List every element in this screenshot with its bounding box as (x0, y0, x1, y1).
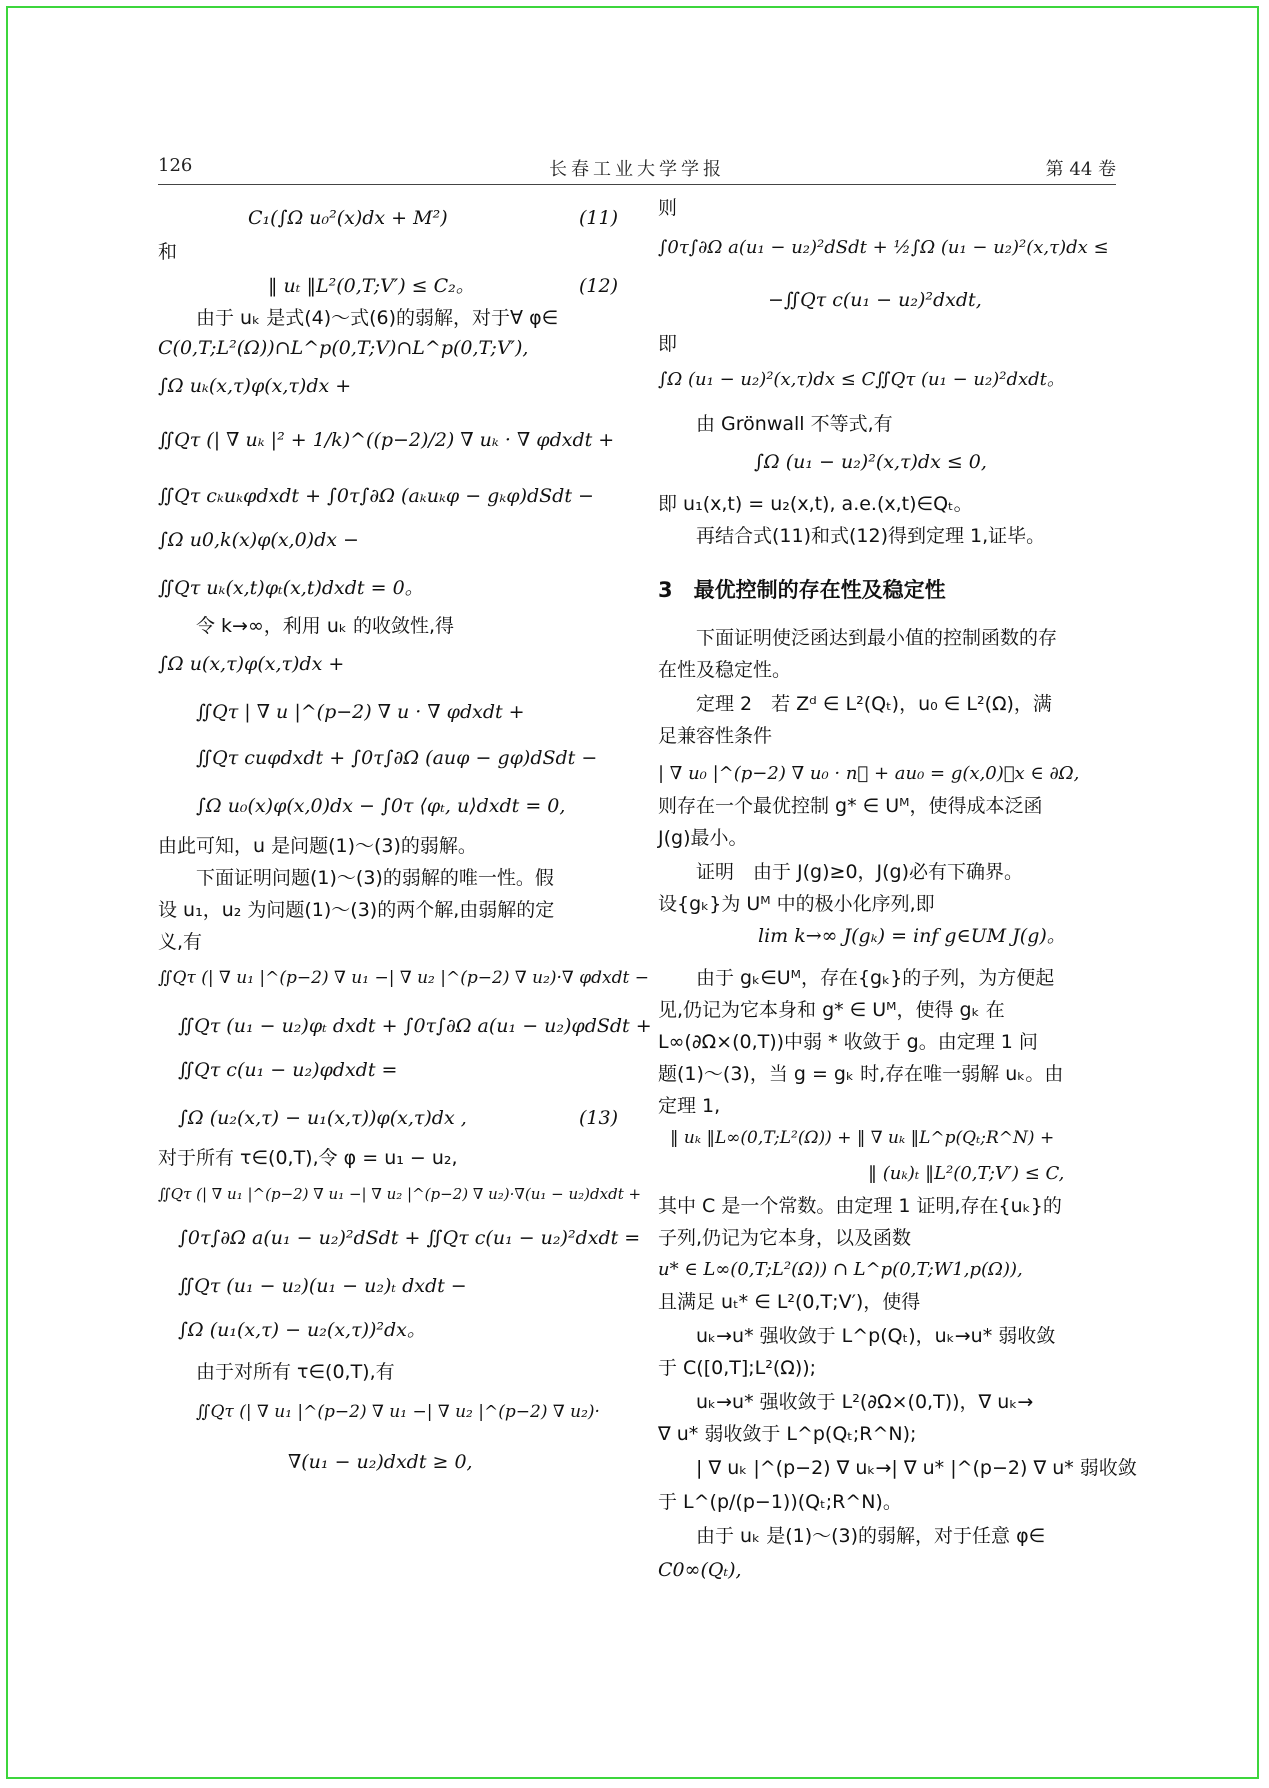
text-line: 由此可知，u 是问题(1)～(3)的弱解。 (158, 835, 477, 857)
text-line: 见,仍记为它本身和 g* ∈ Uᴹ，使得 gₖ 在 (658, 999, 1005, 1021)
text-line: 由于 gₖ∈Uᴹ，存在{gₖ}的子列，为方便起 (696, 967, 1055, 989)
text-line: 义,有 (158, 931, 203, 953)
equation-line: ∬Qτ cₖuₖφdxdt + ∫0τ∫∂Ω (aₖuₖφ − gₖφ)dSdt − (158, 485, 594, 507)
equation-line: u* ∈ L∞(0,T;L²(Ω)) ∩ L^p(0,T;W1,p(Ω)), (658, 1259, 1023, 1280)
volume-label: 第 44 卷 (1045, 159, 1116, 180)
equation-13: ∫Ω (u₂(x,τ) − u₁(x,τ))φ(x,τ)dx , (13) (178, 1104, 618, 1132)
equation-11: C₁(∫Ω u₀²(x)dx + M²) (11) (248, 204, 618, 232)
equation-line: ∫Ω (u₁(x,τ) − u₂(x,τ))²dx。 (178, 1319, 426, 1341)
equation-line: ∫Ω u(x,τ)φ(x,τ)dx + (158, 653, 345, 675)
text-line: L∞(∂Ω×(0,T))中弱 * 收敛于 g。由定理 1 问 (658, 1031, 1038, 1053)
journal-title: 长春工业大学学报 (549, 159, 725, 180)
equation-line: ∫Ω uₖ(x,τ)φ(x,τ)dx + (158, 375, 352, 397)
text-line: 即 u₁(x,t) = u₂(x,t), a.e.(x,t)∈Qₜ。 (658, 493, 973, 515)
equation-line: ∫0τ∫∂Ω a(u₁ − u₂)²dSdt + ∬Qτ c(u₁ − u₂)²dxdt = (178, 1227, 641, 1249)
text-line: uₖ→u* 强收敛于 L²(∂Ω×(0,T))，∇ uₖ→ (696, 1391, 1034, 1413)
equation-line: ∬Qτ uₖ(x,t)φₜ(x,t)dxdt = 0。 (158, 577, 424, 599)
text-line: 题(1)～(3)，当 g = gₖ 时,存在唯一弱解 uₖ。由 (658, 1063, 1064, 1085)
equation-line: ‖ (uₖ)ₜ ‖L²(0,T;V′) ≤ C, (868, 1163, 1065, 1184)
equation-line: ∬Qτ | ∇ u |^(p−2) ∇ u · ∇ φdxdt + (196, 701, 525, 723)
equation-number: (13) (578, 1107, 618, 1129)
equation-line: −∬Qτ c(u₁ − u₂)²dxdt, (768, 289, 982, 311)
text-line: 子列,仍记为它本身，以及函数 (658, 1227, 912, 1249)
text-line: 再结合式(11)和式(12)得到定理 1,证毕。 (696, 525, 1046, 547)
equation-line: ∬Qτ (| ∇ uₖ |² + 1/k)^((p−2)/2) ∇ uₖ · ∇ φdxdt + (158, 429, 615, 451)
equation-line: C(0,T;L²(Ω))∩L^p(0,T;V)∩L^p(0,T;V′), (158, 337, 529, 359)
text-line: 且满足 uₜ* ∈ L²(0,T;V′)，使得 (658, 1291, 921, 1313)
text-line: 定理 1, (658, 1095, 721, 1117)
text-line: 对于所有 τ∈(0,T),令 φ = u₁ − u₂, (158, 1147, 458, 1169)
text-line: 其中 C 是一个常数。由定理 1 证明,存在{uₖ}的 (658, 1195, 1062, 1217)
text-line: 于 C([0,T];L²(Ω)); (658, 1357, 817, 1379)
equation-12: ‖ uₜ ‖L²(0,T;V′) ≤ C₂。 (12) (268, 272, 618, 300)
text-line: 即 (658, 333, 678, 355)
equation-line: ∬Qτ (u₁ − u₂)φₜ dxdt + ∫0τ∫∂Ω a(u₁ − u₂)φdSdt + (178, 1015, 652, 1037)
text-line: ∇ u* 弱收敛于 L^p(Qₜ;R^N); (658, 1423, 917, 1445)
text-line: | ∇ uₖ |^(p−2) ∇ uₖ→| ∇ u* |^(p−2) ∇ u* 弱收敛 (696, 1457, 1137, 1479)
page-border (6, 6, 1259, 1779)
text-line: 令 k→∞，利用 uₖ 的收敛性,得 (196, 615, 455, 637)
text-line: 于 L^(p/(p−1))(Qₜ;R^N)。 (658, 1491, 902, 1513)
equation-line: C0∞(Qₜ), (658, 1559, 742, 1581)
section-heading: 3 最优控制的存在性及稳定性 (658, 578, 946, 602)
text-line: 下面证明问题(1)～(3)的弱解的唯一性。假 (196, 867, 554, 889)
text-line: 足兼容性条件 (658, 725, 773, 747)
equation-line: ∬Qτ (| ∇ u₁ |^(p−2) ∇ u₁ −| ∇ u₂ |^(p−2) ∇ u₂)·∇(u₁ − u₂)dxdt + (158, 1185, 642, 1203)
running-header (158, 150, 1116, 186)
equation-line: ∫0τ∫∂Ω a(u₁ − u₂)²dSdt + ½∫Ω (u₁ − u₂)²(x,τ)dx ≤ (658, 237, 1109, 258)
equation-line: ∫Ω u₀(x)φ(x,0)dx − ∫0τ ⟨φₜ, u⟩dxdt = 0, (196, 795, 566, 817)
equation-line: ∬Qτ cuφdxdt + ∫0τ∫∂Ω (auφ − gφ)dSdt − (196, 747, 598, 769)
text-line: 则存在一个最优控制 g* ∈ Uᴹ，使得成本泛函 (658, 795, 1043, 817)
theorem-2: 定理 2 若 Zᵈ ∈ L²(Qₜ)，u₀ ∈ L²(Ω)，满 (696, 693, 1052, 715)
text-line: 由于 uₖ 是(1)～(3)的弱解，对于任意 φ∈ (696, 1525, 1046, 1547)
equation-number: (11) (578, 207, 618, 229)
equation-line: ∬Qτ (u₁ − u₂)(u₁ − u₂)ₜ dxdt − (178, 1275, 467, 1297)
equation-line: ‖ uₖ ‖L∞(0,T;L²(Ω)) + ‖ ∇ uₖ ‖L^p(Qₜ;R^N) + (670, 1128, 1055, 1148)
equation-line: ∬Qτ (| ∇ u₁ |^(p−2) ∇ u₁ −| ∇ u₂ |^(p−2) ∇ u₂)·∇ φdxdt − (158, 968, 649, 988)
equation-line: ∫Ω u0,k(x)φ(x,0)dx − (158, 529, 359, 551)
equation-number: (12) (578, 275, 618, 297)
header-rule (158, 184, 1116, 185)
text-line: 设{gₖ}为 Uᴹ 中的极小化序列,即 (658, 893, 935, 915)
text-line: 由于对所有 τ∈(0,T),有 (196, 1361, 395, 1383)
equation-line: lim k→∞ J(gₖ) = inf g∈UM J(g)。 (758, 925, 1066, 947)
proof-line: 证明 由于 J(g)≥0，J(g)必有下确界。 (696, 861, 1024, 883)
text-line: uₖ→u* 强收敛于 L^p(Qₜ)，uₖ→u* 弱收敛 (696, 1325, 1056, 1347)
equation-line: | ∇ u₀ |^(p−2) ∇ u₀ · n⃗ + au₀ = g(x,0)，x ∈ ∂Ω, (658, 763, 1080, 784)
text-line: J(g)最小。 (658, 827, 748, 849)
equation-line: ∫Ω (u₁ − u₂)²(x,τ)dx ≤ 0, (754, 451, 987, 473)
text-line: 设 u₁，u₂ 为问题(1)～(3)的两个解,由弱解的定 (158, 899, 555, 921)
equation-line: ∬Qτ (| ∇ u₁ |^(p−2) ∇ u₁ −| ∇ u₂ |^(p−2) ∇ u₂)· (196, 1402, 600, 1422)
equation-line: ∫Ω (u₁ − u₂)²(x,τ)dx ≤ C∬Qτ (u₁ − u₂)²dxdt。 (658, 369, 1065, 390)
text-line: 由 Grönwall 不等式,有 (696, 413, 893, 435)
text-line: 下面证明使泛函达到最小值的控制函数的存 (696, 627, 1058, 649)
equation-line: ∬Qτ c(u₁ − u₂)φdxdt = (178, 1059, 398, 1081)
text-line: 则 (658, 197, 678, 219)
text-line: 由于 uₖ 是式(4)～式(6)的弱解，对于∀ φ∈ (196, 307, 559, 329)
text-line: 和 (158, 241, 178, 263)
equation-line: ∇(u₁ − u₂)dxdt ≥ 0, (288, 1451, 473, 1473)
text-line: 在性及稳定性。 (658, 659, 792, 681)
page-number: 126 (158, 155, 193, 176)
